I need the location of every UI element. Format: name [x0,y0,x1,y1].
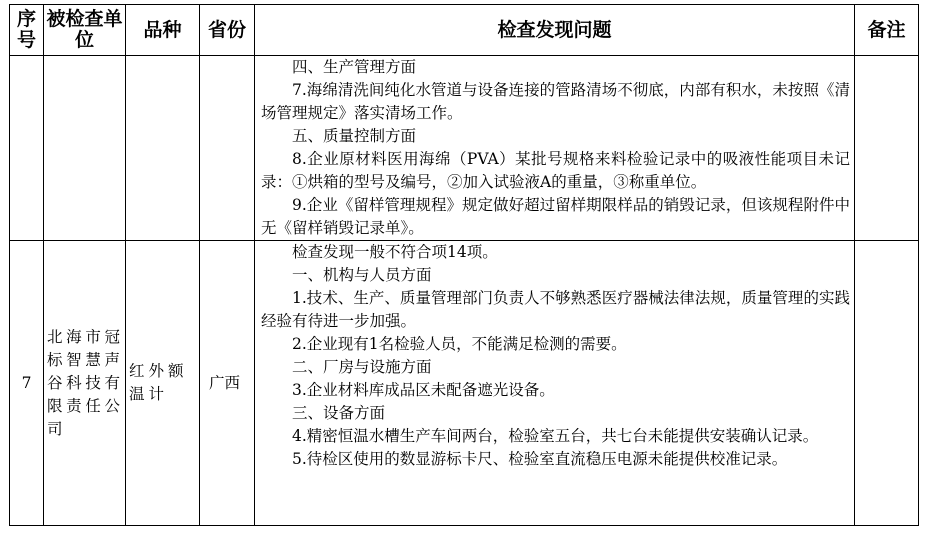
header-index: 序号 [10,5,44,56]
row-index: 7 [10,241,44,526]
row-province: 广西 [200,241,255,526]
issue-line: 8.企业原材料医用海绵（PVA）某批号规格来料检验记录中的吸液性能项目未记录：①烘箱的型号及编号，②加入试验液A的重量，③称重单位。 [261,150,850,191]
issue-line: 五、质量控制方面 [292,127,417,145]
inspection-table [9,4,919,526]
issue-line: 4.精密恒温水槽生产车间两台，检验室五台，共七台未能提供安装确认记录。 [292,427,819,445]
issue-line: 三、设备方面 [292,404,386,422]
header-remarks: 备注 [855,5,919,56]
row-remarks [855,241,919,526]
row-product [126,56,200,241]
issue-line: 1.技术、生产、质量管理部门负责人不够熟悉医疗器械法律法规，质量管理的实践经验有待进一步加强。 [261,289,850,330]
issue-line: 四、生产管理方面 [292,58,417,76]
row-product: 红外额温计 [126,241,200,526]
row-unit: 北海市冠标智慧声谷科技有限责任公司 [44,241,126,526]
header-row [10,5,919,56]
issue-line: 3.企业材料库成品区未配备遮光设备。 [292,381,555,399]
row-province [200,56,255,241]
row-remarks [855,56,919,241]
table-row [10,56,919,241]
table-row [10,241,919,526]
issue-line: 一、机构与人员方面 [292,266,432,284]
header-province: 省份 [200,5,255,56]
header-unit: 被检查单位 [44,5,126,56]
issue-line: 5.待检区使用的数显游标卡尺、检验室直流稳压电源未能提供校准记录。 [292,450,788,468]
row-issues [255,241,855,526]
issue-line: 检查发现一般不符合项14项。 [292,243,498,261]
issue-line: 7.海绵清洗间纯化水管道与设备连接的管路清场不彻底，内部有积水，未按照《清场管理规定》落实清场工作。 [261,81,850,122]
issue-line: 2.企业现有1名检验人员，不能满足检测的需要。 [292,335,627,353]
header-issues: 检查发现问题 [255,5,855,56]
row-unit [44,56,126,241]
header-product: 品种 [126,5,200,56]
issue-line: 二、厂房与设施方面 [292,358,432,376]
row-index [10,56,44,241]
issue-line: 9.企业《留样管理规程》规定做好超过留样期限样品的销毁记录，但该规程附件中无《留样销毁记录单》。 [261,196,850,237]
row-issues [255,56,855,241]
